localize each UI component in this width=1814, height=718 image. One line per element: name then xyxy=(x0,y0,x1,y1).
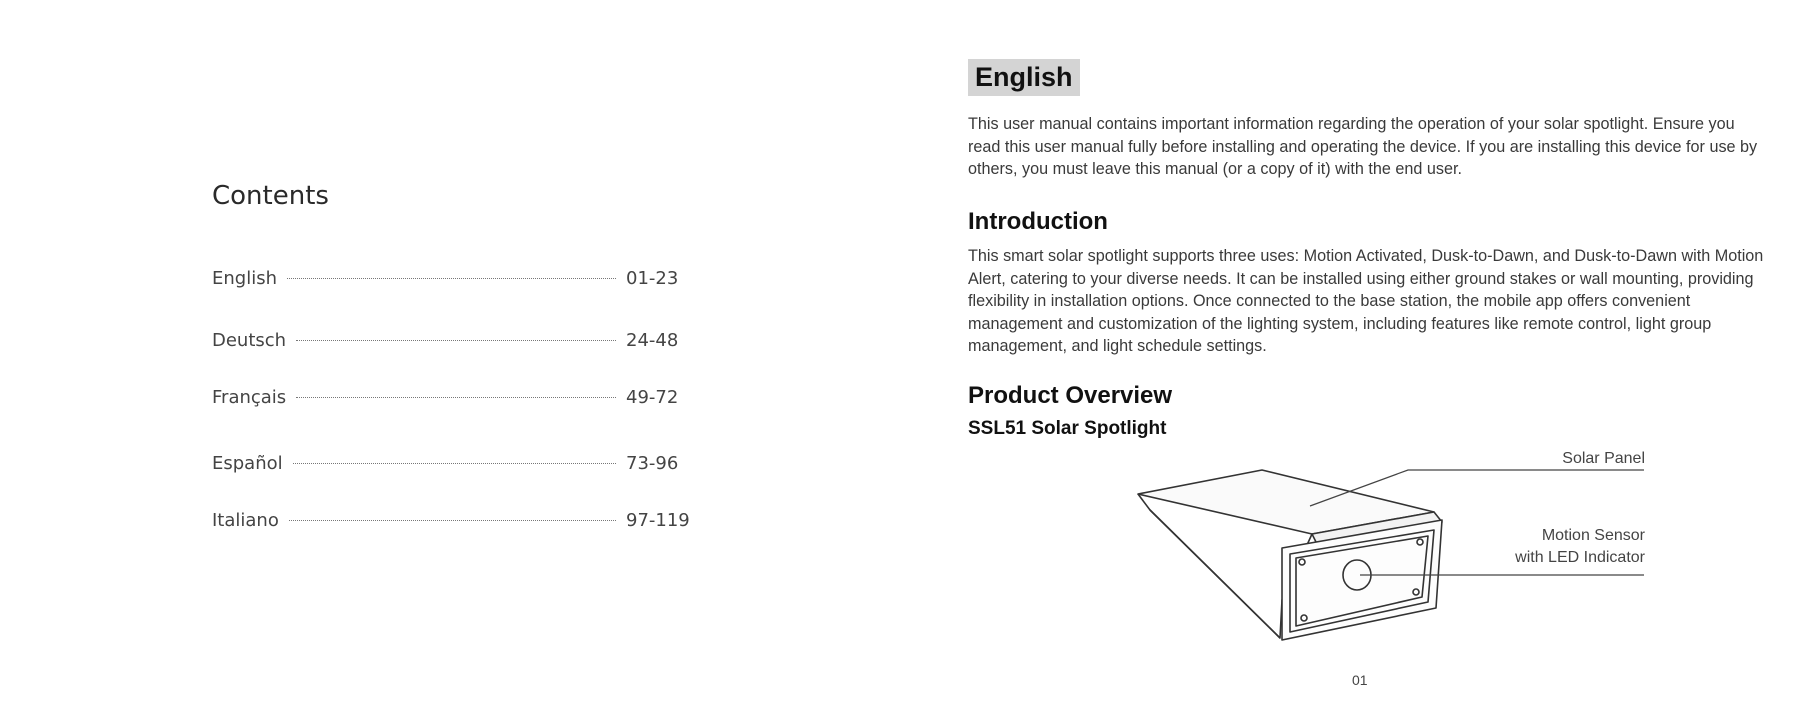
toc-entry-english[interactable] xyxy=(212,268,686,289)
intro-paragraph: This user manual contains important information regarding the operation of your solar spotlight. Ensure you read this user manual fully before installing and operating the device. If you are installing this device for use by others, you must leave this manual (or a copy of it) with the end user. xyxy=(968,115,1758,178)
toc-entry-deutsch[interactable] xyxy=(212,330,686,351)
toc-pages: 73-96 xyxy=(626,453,679,474)
toc-leader-dots xyxy=(293,463,616,464)
toc-entry-italiano[interactable] xyxy=(212,510,690,531)
toc-label: Italiano xyxy=(212,510,279,531)
toc-leader-dots xyxy=(289,520,616,521)
product-overview-heading: Product Overview xyxy=(968,382,1173,409)
toc-entry-francais[interactable] xyxy=(212,387,686,408)
toc-label: Français xyxy=(212,387,287,408)
toc-pages: 49-72 xyxy=(626,387,679,408)
language-badge: English xyxy=(968,59,1080,96)
contents-title: Contents xyxy=(212,181,329,211)
toc-entry-espanol[interactable] xyxy=(212,453,686,474)
motion-sensor-label-line2: with LED Indicator xyxy=(1515,549,1645,566)
page-number: 01 xyxy=(1352,672,1368,688)
toc-pages: 01-23 xyxy=(626,268,679,289)
toc-leader-dots xyxy=(296,340,616,341)
motion-sensor-label-line1: Motion Sensor xyxy=(1541,527,1645,544)
toc-pages: 97-119 xyxy=(626,510,690,531)
introduction-heading: Introduction xyxy=(968,208,1108,235)
toc-pages: 24-48 xyxy=(626,330,679,351)
motion-sensor-callout xyxy=(1460,525,1645,569)
toc-label: Deutsch xyxy=(212,330,287,351)
solar-panel-callout: Solar Panel xyxy=(1562,450,1645,467)
model-heading: SSL51 Solar Spotlight xyxy=(968,418,1167,439)
toc-leader-dots xyxy=(296,397,616,398)
toc-leader-dots xyxy=(287,278,616,279)
toc-label: Español xyxy=(212,453,283,474)
introduction-paragraph: This smart solar spotlight supports three uses: Motion Activated, Dusk-to-Dawn, and Dusk-to-Dawn with Motion Alert, catering to your diverse needs. It can be installed using either ground stakes or wall mounting, providing flexibility in installation options. Once connected to the base station, the mobile app offers convenient management and customization of the lighting system, including features like remote control, light group management, and light schedule settings. xyxy=(968,247,1764,355)
toc-label: English xyxy=(212,268,277,289)
